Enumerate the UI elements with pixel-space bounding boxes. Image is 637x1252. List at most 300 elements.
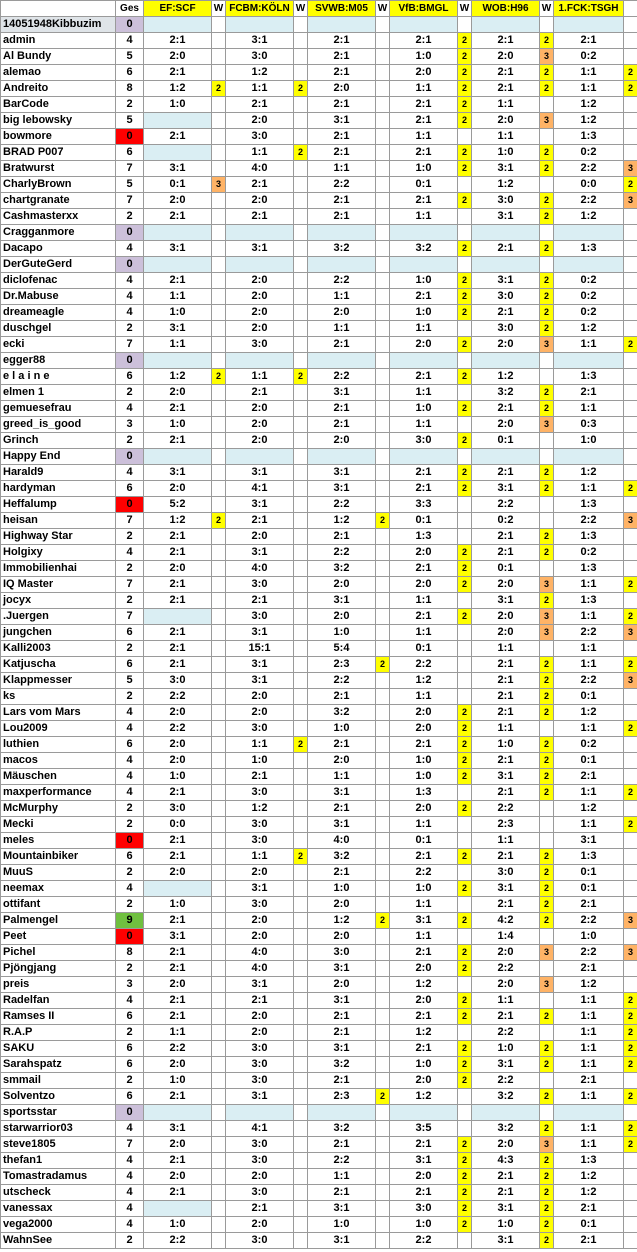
points-cell [294,993,308,1009]
points-cell: 2 [458,561,472,577]
tip-cell: 1:0 [144,417,212,433]
tip-cell [144,145,212,161]
table-row [1,529,637,545]
tip-cell: 4:1 [226,1121,294,1137]
tip-cell: 2:2 [144,689,212,705]
tip-cell: 2:0 [308,305,376,321]
tip-cell [554,1105,624,1121]
points-cell [624,97,637,113]
table-row [1,1233,637,1249]
points-cell [376,881,390,897]
points-cell: 2 [624,177,637,193]
table-row [1,273,637,289]
points-cell: 2 [540,1169,554,1185]
header-row [1,1,637,17]
table-row [1,865,637,881]
points-cell [458,321,472,337]
points-cell: 2 [540,785,554,801]
tip-cell: 1:1 [308,321,376,337]
tip-cell: 1:0 [472,145,540,161]
points-cell [294,113,308,129]
table-row [1,577,637,593]
points-cell: 2 [458,849,472,865]
total-points: 7 [116,577,144,593]
points-cell [212,609,226,625]
total-points: 4 [116,305,144,321]
points-cell: 2 [458,1169,472,1185]
points-cell [376,833,390,849]
points-cell [212,321,226,337]
tip-cell: 2:0 [226,705,294,721]
w-column-header: W [212,1,226,17]
tip-cell: 3:2 [390,241,458,257]
points-cell [212,65,226,81]
tip-cell: 2:2 [554,625,624,641]
tip-cell: 3:1 [308,1201,376,1217]
tip-cell: 3:1 [226,881,294,897]
tip-cell: 2:1 [144,209,212,225]
points-cell: 2 [540,465,554,481]
tip-cell: 1:1 [308,161,376,177]
points-cell [376,593,390,609]
total-points: 4 [116,1169,144,1185]
tip-cell: 2:0 [144,1057,212,1073]
total-points: 7 [116,513,144,529]
points-cell: 2 [458,1217,472,1233]
tip-cell [390,17,458,33]
points-cell [376,753,390,769]
tip-cell: 2:0 [144,977,212,993]
points-cell [624,529,637,545]
table-row [1,657,637,673]
tip-cell: 0:1 [554,881,624,897]
tip-cell: 1:1 [390,625,458,641]
tip-cell: 2:1 [144,1153,212,1169]
points-cell [294,465,308,481]
tip-cell: 3:0 [226,1233,294,1249]
tip-cell: 2:0 [144,1137,212,1153]
tip-cell: 2:1 [472,81,540,97]
points-cell [376,529,390,545]
tip-cell: 2:1 [472,465,540,481]
table-row [1,897,637,913]
points-cell [294,929,308,945]
tip-cell: 1:1 [472,721,540,737]
player-name: Sarahspatz [1,1057,116,1073]
player-name: Lou2009 [1,721,116,737]
points-cell [540,513,554,529]
tip-cell [554,257,624,273]
tip-cell [226,225,294,241]
points-cell: 2 [212,513,226,529]
points-cell [294,593,308,609]
points-cell: 2 [458,81,472,97]
total-points: 6 [116,849,144,865]
tip-cell: 3:0 [226,817,294,833]
points-cell: 2 [294,81,308,97]
points-cell [294,257,308,273]
tip-cell: 2:0 [308,897,376,913]
points-cell [294,129,308,145]
tip-cell: 1:0 [144,1073,212,1089]
points-cell: 2 [624,481,637,497]
points-cell [376,65,390,81]
tip-cell: 2:1 [308,1025,376,1041]
points-cell [212,1137,226,1153]
points-cell [624,241,637,257]
player-name: Happy End [1,449,116,465]
tip-cell: 1:1 [554,1041,624,1057]
player-name: Klappmesser [1,673,116,689]
points-cell [294,65,308,81]
tip-cell: 2:1 [390,113,458,129]
points-cell [212,897,226,913]
points-cell [294,785,308,801]
points-cell [624,17,637,33]
total-points: 2 [116,865,144,881]
player-name: McMurphy [1,801,116,817]
points-cell: 2 [294,145,308,161]
points-cell [294,1009,308,1025]
tip-cell: 1:2 [554,321,624,337]
total-points: 0 [116,449,144,465]
tip-cell: 3:1 [308,593,376,609]
points-cell [376,609,390,625]
points-cell [540,369,554,385]
tip-cell: 3:0 [226,897,294,913]
points-cell [458,833,472,849]
total-points: 6 [116,1009,144,1025]
tip-cell: 2:1 [472,401,540,417]
points-cell [376,129,390,145]
tip-cell: 2:1 [144,1185,212,1201]
points-cell [624,1073,637,1089]
points-cell [624,977,637,993]
points-cell: 2 [624,785,637,801]
points-cell [212,337,226,353]
player-name: ottifant [1,897,116,913]
points-cell [540,433,554,449]
tip-cell [308,257,376,273]
points-cell [376,1153,390,1169]
points-cell [540,1073,554,1089]
points-cell [376,305,390,321]
w-column-header [624,1,637,17]
tip-cell: 2:0 [226,529,294,545]
table-row [1,1201,637,1217]
tip-cell [144,881,212,897]
tip-cell [144,1201,212,1217]
tip-cell: 2:1 [472,1169,540,1185]
tip-cell [144,449,212,465]
player-name: Kalli2003 [1,641,116,657]
points-cell [624,321,637,337]
tip-cell: 0:3 [554,417,624,433]
tip-cell: 0:1 [554,689,624,705]
tip-cell: 2:1 [390,369,458,385]
points-cell: 2 [458,65,472,81]
tip-cell: 2:0 [144,1169,212,1185]
table-row [1,929,637,945]
points-cell [294,1233,308,1249]
tip-cell: 0:1 [472,561,540,577]
tip-cell: 1:1 [554,81,624,97]
tip-cell: 1:0 [390,273,458,289]
points-cell: 2 [458,241,472,257]
points-cell [294,1121,308,1137]
points-cell: 2 [458,1041,472,1057]
tip-cell: 2:0 [226,1009,294,1025]
tip-cell: 2:2 [308,273,376,289]
points-cell [458,1233,472,1249]
points-cell [624,641,637,657]
tip-cell: 2:0 [226,113,294,129]
points-cell [376,801,390,817]
points-cell [212,1121,226,1137]
tip-cell: 2:2 [308,673,376,689]
points-cell [212,785,226,801]
points-cell [376,273,390,289]
points-cell: 2 [458,721,472,737]
player-name: macos [1,753,116,769]
points-cell [376,321,390,337]
points-cell [458,449,472,465]
tip-cell: 2:1 [390,193,458,209]
tip-cell: 3:1 [144,321,212,337]
tip-cell [144,609,212,625]
tip-cell: 2:1 [472,529,540,545]
tip-cell: 2:1 [144,945,212,961]
points-cell: 2 [540,289,554,305]
tip-cell: 1:1 [226,737,294,753]
tip-cell [144,113,212,129]
points-cell [294,977,308,993]
points-cell [294,193,308,209]
player-name: Grinch [1,433,116,449]
points-cell [376,353,390,369]
player-name: preis [1,977,116,993]
tip-cell: 2:1 [144,1009,212,1025]
total-points: 2 [116,689,144,705]
points-cell [212,673,226,689]
tip-cell: 3:0 [226,1057,294,1073]
points-cell [624,289,637,305]
points-cell: 3 [624,913,637,929]
points-cell: 2 [540,705,554,721]
player-name: diclofenac [1,273,116,289]
points-cell [212,257,226,273]
player-name: jungchen [1,625,116,641]
points-cell [212,1201,226,1217]
tip-cell: 2:1 [226,209,294,225]
total-points: 5 [116,673,144,689]
points-cell [212,961,226,977]
points-cell [458,625,472,641]
points-cell: 2 [540,881,554,897]
tip-cell: 3:1 [144,929,212,945]
points-cell [212,113,226,129]
table-row [1,401,637,417]
tip-cell: 3:1 [226,33,294,49]
tip-cell: 3:0 [308,945,376,961]
points-cell: 2 [458,97,472,113]
tip-cell: 3:2 [308,241,376,257]
total-points: 4 [116,785,144,801]
tip-cell: 2:0 [144,753,212,769]
points-cell [458,513,472,529]
tip-cell: 3:1 [472,161,540,177]
tip-cell: 1:0 [554,433,624,449]
table-row [1,1057,637,1073]
points-cell: 2 [540,657,554,673]
player-name: Bratwurst [1,161,116,177]
points-cell [212,801,226,817]
tip-cell: 2:0 [308,929,376,945]
points-cell [212,769,226,785]
points-cell: 2 [540,305,554,321]
tip-cell: 2:0 [226,289,294,305]
tip-cell: 1:1 [554,481,624,497]
tip-cell: 2:0 [144,481,212,497]
points-cell [294,513,308,529]
player-name: gemuesefrau [1,401,116,417]
tip-cell: 1:3 [554,497,624,513]
tip-cell: 1:2 [554,801,624,817]
tip-cell: 2:1 [390,1137,458,1153]
tip-cell: 2:1 [308,1185,376,1201]
points-cell: 2 [458,705,472,721]
points-cell: 2 [294,369,308,385]
tip-cell: 2:1 [554,961,624,977]
tip-cell: 1:1 [390,385,458,401]
points-cell: 2 [212,369,226,385]
tip-cell: 2:0 [472,625,540,641]
total-points: 2 [116,897,144,913]
tip-cell: 1:1 [390,129,458,145]
tip-cell: 1:1 [390,593,458,609]
points-cell [376,1201,390,1217]
tip-cell: 3:0 [472,865,540,881]
tip-cell: 2:1 [308,337,376,353]
points-cell [458,977,472,993]
points-cell [212,1217,226,1233]
points-cell [376,1233,390,1249]
player-name: Heffalump [1,497,116,513]
tip-cell: 2:0 [472,1137,540,1153]
points-cell: 2 [624,657,637,673]
points-cell: 2 [458,465,472,481]
points-cell [376,1073,390,1089]
table-row [1,113,637,129]
total-points: 4 [116,545,144,561]
points-cell [294,609,308,625]
player-name: MuuS [1,865,116,881]
tip-cell: 3:0 [472,193,540,209]
points-cell [212,529,226,545]
points-cell [458,177,472,193]
tip-cell: 1:3 [554,1153,624,1169]
tip-cell: 2:1 [390,737,458,753]
tip-cell: 2:1 [144,993,212,1009]
tip-cell: 2:0 [226,689,294,705]
tip-cell: 1:3 [554,129,624,145]
tip-cell: 3:5 [390,1121,458,1137]
tip-cell: 3:0 [226,833,294,849]
tip-cell: 3:3 [390,497,458,513]
points-cell: 2 [540,1041,554,1057]
tip-cell: 3:1 [390,1153,458,1169]
player-name: Pjöngjang [1,961,116,977]
tip-cell: 3:1 [144,465,212,481]
tip-cell: 2:1 [226,513,294,529]
tip-cell: 2:1 [390,945,458,961]
player-name: big lebowsky [1,113,116,129]
player-name: Dr.Mabuse [1,289,116,305]
points-cell: 2 [212,81,226,97]
points-cell [376,481,390,497]
tip-cell: 1:1 [390,417,458,433]
tip-cell: 3:1 [226,241,294,257]
table-row [1,369,637,385]
points-cell: 2 [540,481,554,497]
total-points: 4 [116,401,144,417]
tip-cell: 2:1 [472,1009,540,1025]
points-cell [212,273,226,289]
table-row [1,833,637,849]
tip-cell: 2:0 [226,433,294,449]
points-cell [458,497,472,513]
tip-cell: 2:0 [472,337,540,353]
points-cell [540,353,554,369]
table-row [1,305,637,321]
points-cell [624,417,637,433]
points-cell [540,833,554,849]
tip-cell: 3:0 [226,129,294,145]
points-cell [212,945,226,961]
table-row [1,241,637,257]
tip-cell [554,225,624,241]
tip-cell: 3:0 [226,785,294,801]
points-cell: 2 [458,1201,472,1217]
points-cell [540,449,554,465]
tip-cell: 1:1 [308,289,376,305]
tip-cell: 1:1 [554,1121,624,1137]
points-cell [376,257,390,273]
points-cell [376,209,390,225]
table-row [1,97,637,113]
table-row [1,977,637,993]
points-cell [294,561,308,577]
tip-cell: 1:1 [554,657,624,673]
player-name: BRAD P007 [1,145,116,161]
points-cell [294,481,308,497]
tip-cell: 2:2 [472,961,540,977]
points-cell [294,881,308,897]
table-row [1,81,637,97]
tip-cell: 3:1 [472,593,540,609]
points-cell: 2 [624,1057,637,1073]
total-points: 5 [116,177,144,193]
tip-cell: 2:1 [144,625,212,641]
tip-cell: 1:1 [144,289,212,305]
points-cell: 2 [376,913,390,929]
tip-cell: 2:0 [144,193,212,209]
tip-cell [226,1105,294,1121]
tip-cell: 1:3 [554,369,624,385]
points-cell: 2 [540,209,554,225]
tip-cell: 2:0 [390,961,458,977]
tip-cell: 2:0 [226,417,294,433]
